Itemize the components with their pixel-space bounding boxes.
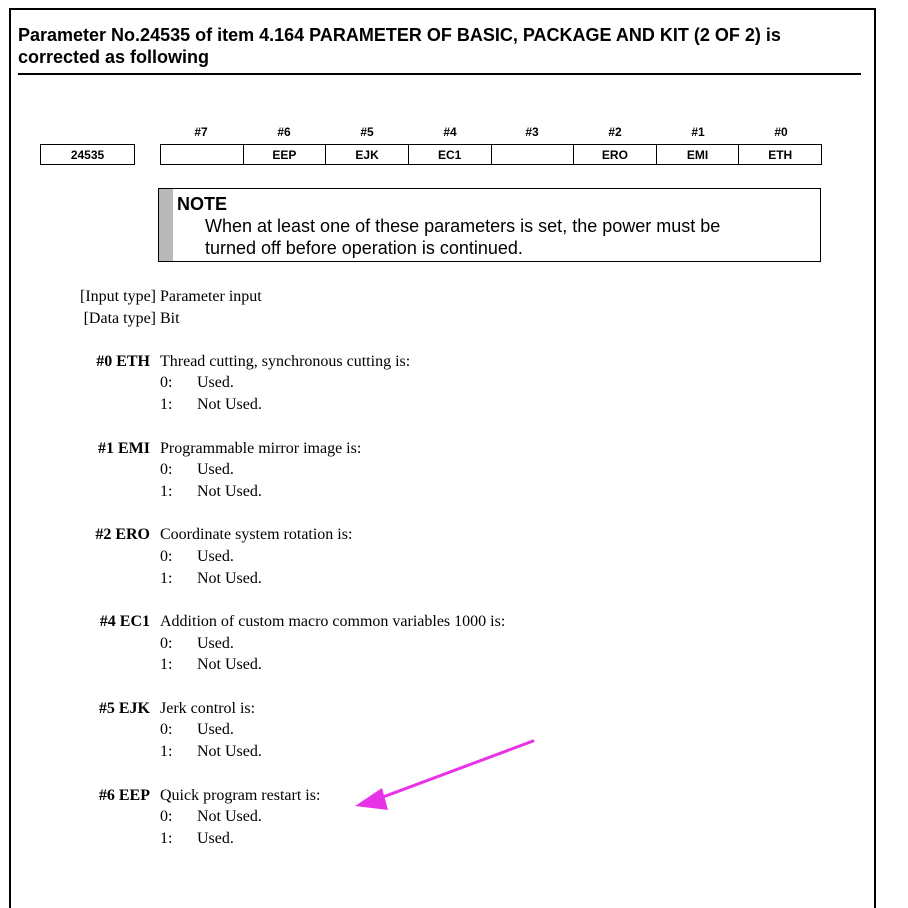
- bit-id: #4 EC1: [99, 613, 150, 630]
- input-type-value: Parameter input: [160, 288, 262, 305]
- note-line-1: When at least one of these parameters is set, the power must be: [205, 216, 721, 236]
- option-number: 1:: [160, 483, 173, 500]
- bit-id: #2 ERO: [95, 526, 150, 543]
- bit-description: Coordinate system rotation is:: [160, 526, 353, 543]
- bit-description: Programmable mirror image is:: [160, 440, 362, 457]
- option-number: 1:: [160, 396, 173, 413]
- data-type-label: [Data type]: [83, 310, 156, 327]
- bit-description: Addition of custom macro common variables 1000 is:: [160, 613, 506, 630]
- option-text: Not Used.: [197, 570, 262, 587]
- bit-id: #1 EMI: [98, 440, 150, 457]
- bit-label: #5: [360, 125, 374, 139]
- data-type-value: Bit: [160, 310, 180, 327]
- parameter-number-cell: 24535: [40, 144, 135, 165]
- option-number: 0:: [160, 721, 173, 738]
- bit-label: #1: [691, 125, 705, 139]
- bit-cell: ERO: [574, 145, 657, 164]
- option-text: Used.: [197, 461, 234, 478]
- bit-cell: EEP: [244, 145, 327, 164]
- option-text: Used.: [197, 374, 234, 391]
- option-text: Used.: [197, 635, 234, 652]
- option-number: 0:: [160, 461, 173, 478]
- option-text: Not Used.: [197, 743, 262, 760]
- bit-id: #0 ETH: [96, 353, 150, 370]
- bit-cell: ETH: [768, 147, 793, 162]
- annotation-arrow-shape: [355, 741, 533, 810]
- bit-cell: EC1: [409, 145, 492, 164]
- note-heading: NOTE: [177, 194, 228, 214]
- option-number: 0:: [160, 374, 173, 391]
- bit-description: Jerk control is:: [160, 700, 256, 717]
- input-type-label: [Input type]: [80, 288, 156, 305]
- option-number: 1:: [160, 830, 173, 847]
- bit-description: Thread cutting, synchronous cutting is:: [160, 353, 411, 370]
- option-text: Not Used.: [197, 808, 262, 825]
- option-text: Not Used.: [197, 483, 262, 500]
- option-text: Used.: [197, 548, 234, 565]
- option-number: 1:: [160, 570, 173, 587]
- bit-cell: EJK: [326, 145, 409, 164]
- bit-id: #6 EEP: [98, 787, 150, 804]
- option-number: 1:: [160, 743, 173, 760]
- bit-label: #0: [774, 125, 788, 139]
- bit-label: #7: [194, 125, 208, 139]
- page-title: Parameter No.24535 of item 4.164 PARAMETER OF BASIC, PACKAGE AND KIT (2 OF 2) is corrected as following: [18, 25, 781, 67]
- option-text: Used.: [197, 830, 234, 847]
- bit-label: #3: [525, 125, 539, 139]
- bit-label: #4: [443, 125, 457, 139]
- bit-label: #6: [277, 125, 291, 139]
- bit-label: #2: [608, 125, 622, 139]
- note-line-2: turned off before operation is continued.: [205, 238, 523, 258]
- option-text: Not Used.: [197, 656, 262, 673]
- option-number: 1:: [160, 656, 173, 673]
- option-text: Not Used.: [197, 396, 262, 413]
- arrow-shaft: [375, 741, 533, 800]
- bit-description: Quick program restart is:: [160, 787, 321, 804]
- option-number: 0:: [160, 548, 173, 565]
- bit-cell: EMI: [657, 145, 740, 164]
- bit-id: #5 EJK: [98, 700, 150, 717]
- option-number: 0:: [160, 635, 173, 652]
- option-number: 0:: [160, 808, 173, 825]
- option-text: Used.: [197, 721, 234, 738]
- arrow-head: [355, 788, 388, 810]
